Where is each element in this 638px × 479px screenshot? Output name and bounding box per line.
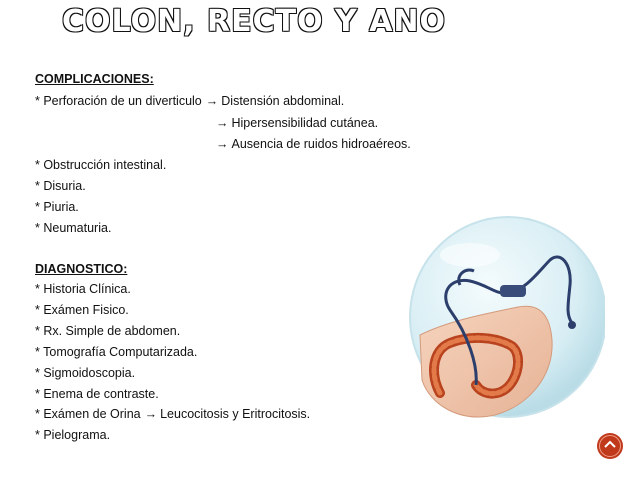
- arrow-icon: →: [216, 137, 229, 151]
- slide-title: COLON, RECTO Y ANO: [62, 4, 447, 39]
- list-item: * Piuria.: [35, 200, 79, 214]
- diagnostico-heading: DIAGNOSTICO:: [35, 262, 128, 276]
- list-item: * Pielograma.: [35, 428, 111, 442]
- list-item: * Neumaturia.: [35, 221, 112, 235]
- list-item: * Disuria.: [35, 179, 86, 193]
- next-slide-button[interactable]: [596, 432, 624, 460]
- list-item: * Tomografía Computarizada.: [35, 345, 198, 359]
- list-item-effect: Leucocitosis y Eritrocitosis.: [160, 407, 311, 421]
- list-item: * Enema de contraste.: [35, 387, 159, 401]
- list-item-effect: Ausencia de ruidos hidroaéreos.: [231, 137, 411, 151]
- list-item: * Obstrucción intestinal.: [35, 158, 167, 172]
- list-item-effect: Distensión abdominal.: [221, 94, 345, 108]
- arrow-icon: →: [144, 407, 158, 421]
- list-item: * Sigmoidoscopia.: [35, 366, 136, 380]
- arrow-icon: →: [205, 94, 219, 108]
- colonoscopy-illustration: [400, 215, 605, 430]
- list-item-text: * Exámen de Orina: [35, 407, 141, 421]
- list-item-effect: Hipersensibilidad cutánea.: [231, 116, 379, 130]
- list-item: [216, 136, 411, 152]
- arrow-icon: →: [216, 116, 229, 130]
- list-item: [35, 93, 344, 109]
- list-item-text: * Perforación de un diverticulo: [35, 94, 202, 108]
- list-item: * Historia Clínica.: [35, 282, 131, 296]
- list-item: * Rx. Simple de abdomen.: [35, 324, 181, 338]
- list-item: [216, 115, 378, 131]
- list-item: * Exámen Fisico.: [35, 303, 129, 317]
- complicaciones-heading: COMPLICACIONES:: [35, 72, 154, 86]
- list-item: [35, 406, 310, 422]
